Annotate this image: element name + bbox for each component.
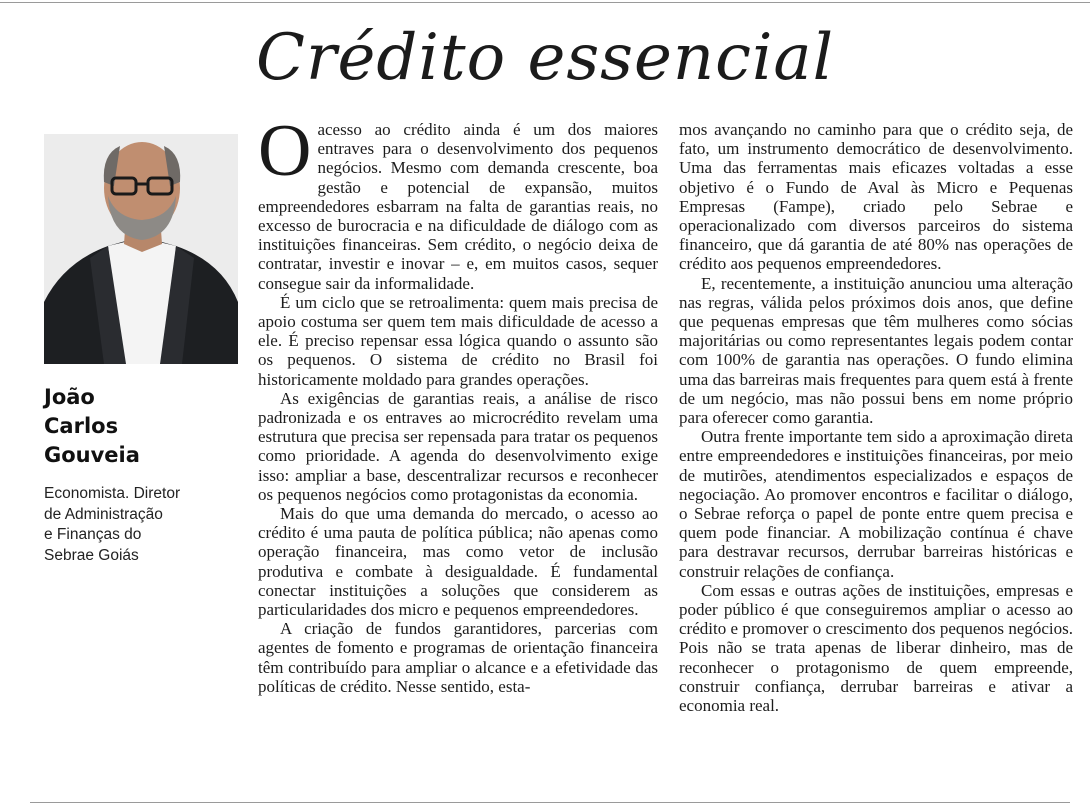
author-name-line-3: Gouveia [44,443,140,467]
author-role-line-1: Economista. Diretor [44,485,181,502]
author-role-line-3: e Finanças do [44,526,142,543]
article-paragraph: A criação de fundos garantidores, parcerias com agentes de fomento e programas de orientação financeira têm contribuído para ampliar o alcance e a efetividade das políticas de crédito. Nesse sentido, esta- [258,619,658,696]
author-name-line-2: Carlos [44,414,119,438]
author-name [44,383,244,470]
author-portrait-image [44,134,238,364]
author-role-line-2: de Administração [44,505,163,523]
article-paragraph: mos avançando no caminho para que o crédito seja, de fato, um instrumento democrático de desenvolvimento. Uma das ferramentas mais eficazes voltadas a esse objetivo é o Fundo de Aval às Micro e Pequenas Empresas (Fampe), criado pelo Sebrae e operacionalizado com diversos parceiros do sistema financeiro, que dá garantia de até 80% nas operações de crédito aos pequenos empreendedores. [679,120,1073,274]
article-column-2 [679,120,1073,715]
article-paragraph: É um ciclo que se retroalimenta: quem mais precisa de apoio costuma ser quem tem mais dificuldade de acesso a ele. É preciso repensar essa lógica quando o assunto são os pequenos. O sistema de crédito no Brasil foi historicamente moldado para grandes operações. [258,292,658,389]
article-paragraph: As exigências de garantias reais, a análise de risco padronizada e os entraves ao microcrédito revelam uma estrutura que precisa ser repensada para tratar os pequenos como prioridade. A agenda do desenvolvimento exige isso: ampliar a base, descentralizar recursos e reconhecer os pequenos negócios como protagonistas da economia. [258,388,658,504]
article-paragraph: Outra frente importante tem sido a aproximação direta entre empreendedores e instituições financeiras, por meio de mutirões, atendimentos especializados e espaços de negociação. Ao promover encontros e facilitar o diálogo, o Sebrae reforça o papel de ponte entre quem precisa e quem pode financiar. A mobilização contínua é chave para destravar recursos, derrubar barreiras históricas e construir relações de confiança. [679,427,1073,581]
article-title: Crédito essencial [255,21,835,95]
paragraph-text: acesso ao crédito ainda é um dos maiores entraves para o desenvolvimento dos pequenos negócios. Mesmo com demanda crescente, boa gestão e potencial de expansão, muitos empreendedores esbarram na falta de garantias reais, no excesso de burocracia e na dificuldade de diálogo com as instituições financeiras. Sem crédito, o negócio deixa de contratar, investir e inovar – e, em muitos casos, sequer consegue sair da informalidade. [258,120,658,293]
author-name-line-1: João [44,385,95,409]
author-role [44,484,244,566]
article-paragraph: Mais do que uma demanda do mercado, o acesso ao crédito é uma pauta de política pública; não apenas como operação financeira, mas como vetor de inclusão produtiva e combate à desigualdade. É fundamental conectar instituições a soluções que considerem as particularidades dos micro e pequenos empreendedores. [258,504,658,620]
article-paragraph: E, recentemente, a instituição anunciou uma alteração nas regras, válida pelos próximos dois anos, que define que pequenas empresas que têm mulheres como sócias majoritárias ou como representantes legais podem contar com 100% de garantia nas operações. O fundo elimina uma das barreiras mais frequentes para quem está à frente de um negócio, mas não possui bens em nome próprio para oferecer como garantia. [679,273,1073,428]
article-paragraph: Com essas e outras ações de instituições, empresas e poder público é que conseguiremos ampliar o acesso ao crédito e promover o crescimento dos pequenos negócios. Pois não se trata apenas de liberar dinheiro, mas de reconhecer o protagonismo de quem empreende, construir confiança, derrubar barreiras e ativar a economia real. [679,580,1073,716]
drop-cap: O [258,110,312,192]
article-paragraph [258,110,658,293]
bottom-rule [30,802,1070,803]
article-column-1 [258,110,658,696]
top-rule [0,2,1090,3]
author-role-line-4: Sebrae Goiás [44,546,139,564]
author-photo [44,134,238,364]
